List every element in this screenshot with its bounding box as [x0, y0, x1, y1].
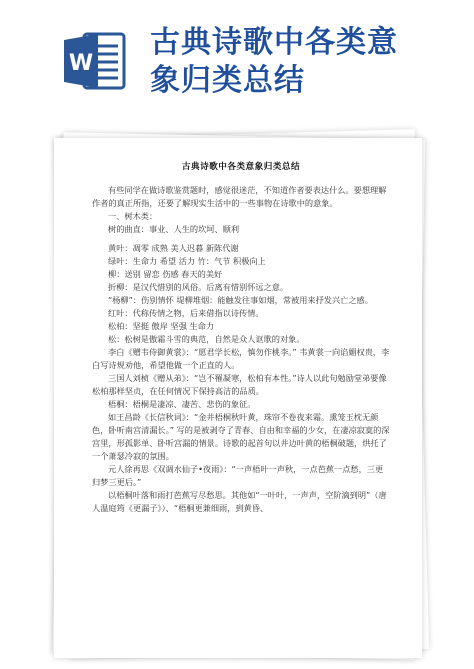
document-paragraph: 红叶：代称传情之物，后来借指以诗传情。 [108, 308, 264, 318]
document-paragraph: 以梧桐叶落和雨打芭蕉写尽愁思。其他如“一叶叶，一声声，空阶滴到明”（唐人温庭筠《更漏子》）、“梧桐更兼细雨，到黄昏、 [92, 490, 387, 513]
paper-stack [54, 138, 426, 658]
document-paragraph: 元人徐再思《双调水仙子•夜雨》：“一声梧叶一声秋，一点芭蕉一点愁，三更归梦三更后。” [92, 464, 384, 487]
document-paragraph: 折柳：是汉代惜别的风俗。后离有惜别怀远之意。 [108, 282, 289, 292]
document-title: 古典诗歌中各类意象归类总结 [181, 162, 301, 172]
document-paragraph: 如王昌龄《长信秋词》：“金井梧桐秋叶黄，珠帘不卷夜来霜。熏笼玉枕无颜色，卧听南宫清漏长。” 写的是被剥夺了青春、自由和幸福的少女，在凄凉寂寞的深宫里，形孤影单、卧听宫漏的情景。诗歌的起首句以井边叶黄的梧桐破题，烘托了一个萧瑟冷寂的氛围。 [92, 412, 390, 461]
document-paragraph: 黄叶：凋零 成熟 美人迟暮 新陈代谢 [108, 243, 239, 253]
banner-title-line-2: 象归类总结 [150, 63, 305, 98]
document-paragraph: 树的曲直：事业、人生的坎坷、顺利 [108, 224, 240, 234]
word-logo-letter: W [68, 51, 94, 76]
document-paragraph: “杨柳”：伤别情怀 堤柳堆烟：能触发往事如烟，常被用来抒发兴亡之感。 [108, 295, 373, 305]
document-paragraph: 三国人刘桢《赠从弟》：“岂不罹凝寒，松柏有本性。”诗人以此句勉励堂弟要像松柏那样坚贞，在任何情况下保持高洁的品质。 [92, 373, 387, 396]
document-paragraph: 李白《赠韦侍御黄裳》：“愿君学长松，慎勿作桃李。” 韦黄裳一向谄媚权贵，李白写诗规劝他，希望他做一个正直的人。 [92, 347, 390, 370]
banner-title [150, 24, 470, 100]
document-paragraph: 绿叶：生命力 希望 活力 竹：气节 积极向上 [108, 256, 266, 266]
document-paragraph: 松：松树是傲霜斗雪的典范，自然是众人讴歌的对象。 [108, 334, 305, 344]
document-banner [0, 0, 474, 128]
document-paragraph: 柳：送别 留恋 伤感 春天的美好 [108, 269, 223, 279]
document-body [92, 184, 390, 515]
document-paragraph: 梧桐：梧桐是凄凉、凄苦、悲伤的象征。 [108, 399, 256, 409]
document-paragraph: 有些同学在做诗歌鉴赏题时，感觉很迷茫，不知道作者要表达什么。要想理解作者的真正所指，还要了解现实生活中的一些事物在诗歌中的意象。 [92, 185, 387, 208]
document-paragraph: 一、树木类： [108, 211, 158, 221]
banner-title-line-1: 古典诗歌中各类意 [150, 25, 398, 60]
document-paragraph: 松柏：坚挺 傲岸 坚强 生命力 [108, 321, 215, 331]
document-page [54, 138, 422, 658]
word-document-icon [62, 28, 128, 94]
